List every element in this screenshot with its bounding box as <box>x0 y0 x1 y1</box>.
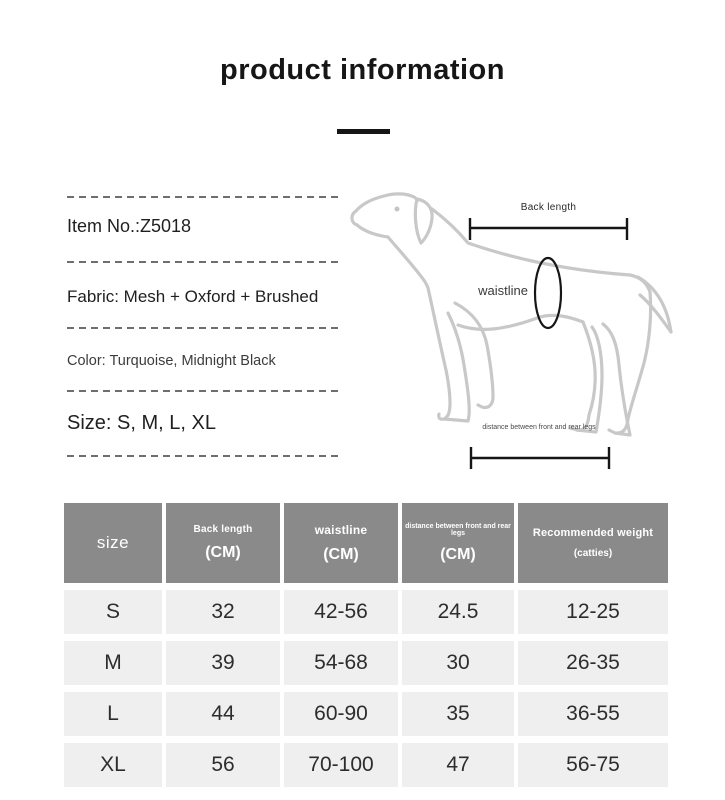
waistline-label: waistline <box>478 283 528 298</box>
size-chart-table <box>64 503 668 787</box>
leg-distance-label: distance between front and rear legs <box>482 424 596 431</box>
cell-m-waist: 54-68 <box>284 641 398 685</box>
spec-item-number: Item No.:Z5018 <box>67 216 192 236</box>
cell-size-l: L <box>64 692 162 736</box>
cell-s-back: 32 <box>166 590 280 634</box>
cell-l-distance: 35 <box>402 692 514 736</box>
spec-color: Color: Turquoise, Midnight Black <box>67 353 276 369</box>
cell-xl-weight: 56-75 <box>518 743 668 787</box>
title-underline-bar <box>337 129 390 134</box>
divider-dashed-line <box>67 196 340 198</box>
cell-xl-distance: 47 <box>402 743 514 787</box>
cell-s-distance: 24.5 <box>402 590 514 634</box>
cell-size-xl: XL <box>64 743 162 787</box>
cell-m-distance: 30 <box>402 641 514 685</box>
dog-outline-illustration <box>352 194 671 435</box>
dog-measurement-diagram <box>340 185 680 480</box>
header-waistline <box>284 503 398 583</box>
cell-size-m: M <box>64 641 162 685</box>
header-back-length <box>166 503 280 583</box>
spec-size: Size: S, M, L, XL <box>67 412 216 434</box>
header-unit: (CM) <box>205 544 241 561</box>
header-leg-distance <box>402 503 514 583</box>
cell-l-waist: 60-90 <box>284 692 398 736</box>
header-unit: (CM) <box>440 545 476 563</box>
waistline-measure-ellipse <box>535 258 561 328</box>
cell-xl-waist: 70-100 <box>284 743 398 787</box>
header-label: distance between front and rear legs <box>405 522 511 537</box>
header-unit: (CM) <box>323 545 359 563</box>
header-label: size <box>96 533 130 552</box>
dog-eye <box>395 207 400 212</box>
cell-size-s: S <box>64 590 162 634</box>
header-label: Recommended weight <box>532 527 654 539</box>
header-label: waistline <box>314 522 368 537</box>
divider-dashed-line <box>67 390 340 392</box>
back-length-measure-line <box>470 218 627 240</box>
divider-dashed-line <box>67 261 340 263</box>
header-label: Back length <box>193 524 253 535</box>
cell-xl-back: 56 <box>166 743 280 787</box>
cell-m-back: 39 <box>166 641 280 685</box>
cell-l-weight: 36-55 <box>518 692 668 736</box>
cell-l-back: 44 <box>166 692 280 736</box>
page-title: product information <box>220 54 505 86</box>
back-length-label: Back length <box>520 202 577 213</box>
measurement-annotations <box>470 218 627 469</box>
leg-distance-measure-line <box>471 447 609 469</box>
header-recommended-weight <box>518 503 668 583</box>
divider-dashed-line <box>67 455 340 457</box>
cell-s-waist: 42-56 <box>284 590 398 634</box>
spec-fabric: Fabric: Mesh + Oxford + Brushed <box>67 287 319 306</box>
cell-m-weight: 26-35 <box>518 641 668 685</box>
header-size <box>64 503 162 583</box>
header-unit: (catties) <box>573 548 613 559</box>
cell-s-weight: 12-25 <box>518 590 668 634</box>
divider-dashed-line <box>67 327 340 329</box>
